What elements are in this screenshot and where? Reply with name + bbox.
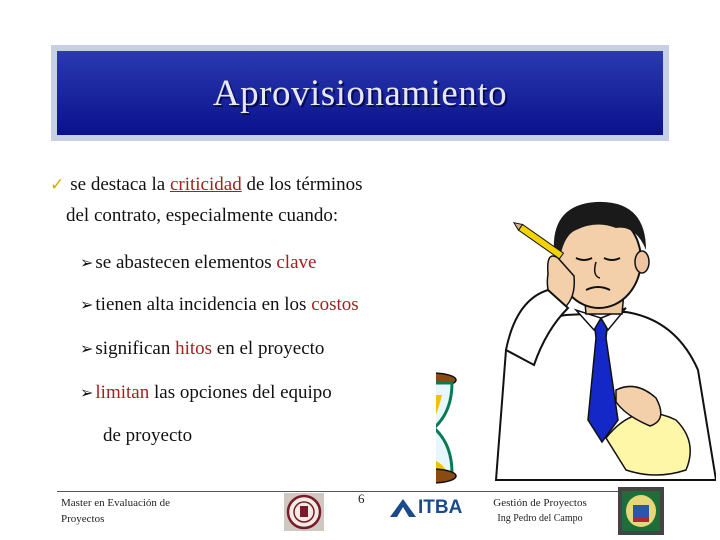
- itba-logo: [390, 497, 462, 519]
- arrow-bullet-icon: ➢: [80, 295, 94, 314]
- sub-item-4-post: las opciones del equipo: [149, 382, 332, 403]
- page-number: 6: [358, 491, 365, 506]
- intro-pre: se destaca la: [70, 174, 170, 195]
- arrow-bullet-icon: ➢: [80, 253, 94, 272]
- intro-line2: del contrato, especialmente cuando:: [66, 205, 339, 226]
- itba-logo-text: ITBA: [418, 497, 463, 518]
- footer-left-line1: Master en Evaluación de: [61, 497, 171, 509]
- sub-item-2-pre: tienen alta incidencia en los: [95, 294, 312, 315]
- intro-keyword: criticidad: [169, 174, 242, 195]
- itba-emblem-icon: [390, 499, 416, 517]
- sub-item-1-keyword: clave: [276, 252, 317, 273]
- slide-title: Aprovisionamiento: [212, 72, 508, 114]
- footer-right-line2: Ing Pedro del Campo: [497, 513, 583, 524]
- sub-item-3-pre: significan: [95, 338, 176, 359]
- stressed-man-clipart: [436, 180, 716, 490]
- footer-left-line2: Proyectos: [61, 513, 105, 525]
- sub-item-1-pre: se abastecen elementos: [95, 252, 277, 273]
- sub-item-2: [80, 294, 359, 316]
- intro-bullet: [50, 174, 363, 196]
- footer-left: [61, 495, 170, 527]
- sub-item-1: [80, 252, 316, 274]
- arrow-bullet-icon: ➢: [80, 383, 94, 402]
- title-frame: [51, 45, 669, 141]
- title-banner: [57, 51, 663, 135]
- university-seal-icon: [284, 493, 324, 531]
- arrow-bullet-icon: ➢: [80, 339, 94, 358]
- sub-item-3-post: en el proyecto: [212, 338, 325, 359]
- footer-right-line1: Gestión de Proyectos: [493, 497, 587, 509]
- sub-item-4: [80, 382, 332, 404]
- hourglass-icon: [436, 373, 456, 483]
- institution-crest-icon: [618, 487, 664, 535]
- sub-item-4-keyword: limitan: [95, 382, 150, 403]
- sub-item-2-keyword: costos: [311, 294, 359, 315]
- footer-right: [485, 495, 595, 527]
- sub-item-4-continuation: de proyecto: [103, 425, 193, 446]
- intro-post: de los términos: [241, 174, 363, 195]
- check-icon: ✓: [50, 175, 65, 195]
- sub-item-3: [80, 338, 324, 360]
- sub-item-3-keyword: hitos: [175, 338, 213, 359]
